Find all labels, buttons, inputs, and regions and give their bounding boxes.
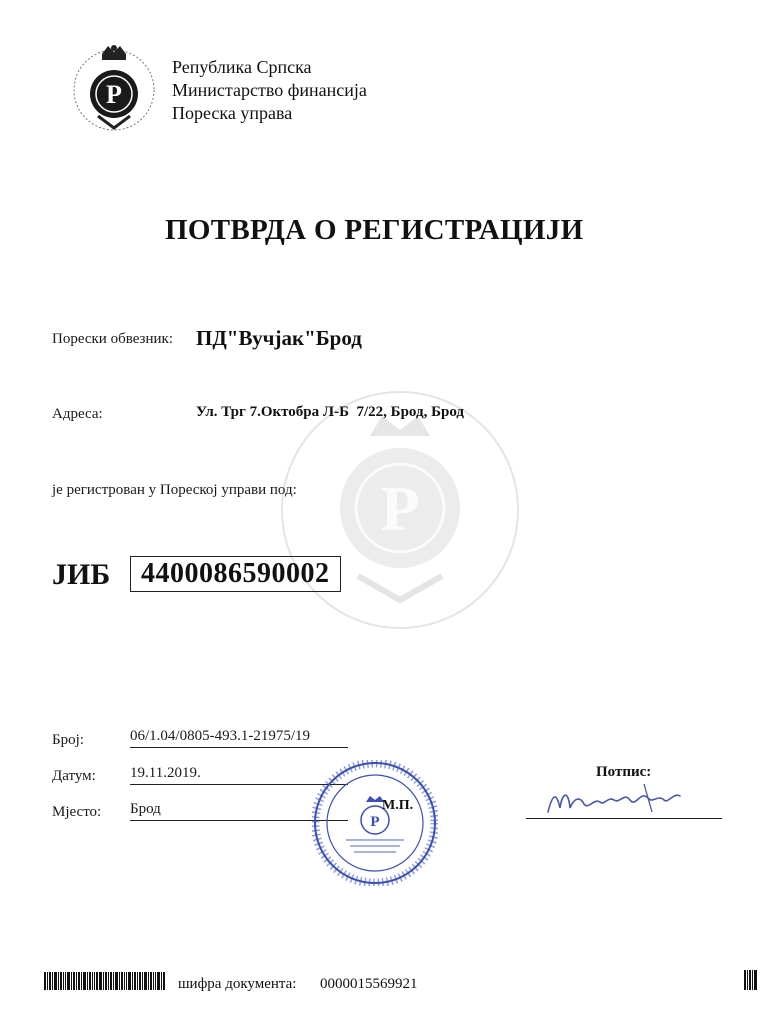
place-value: Брод (130, 801, 348, 821)
footer-barcode-right (744, 970, 758, 990)
date-label: Датум: (52, 768, 96, 784)
header-tax-administration: Пореска управа (172, 103, 293, 123)
signature-label: Потпис: (596, 764, 652, 780)
document-title: ПОТВРДА О РЕГИСТРАЦИЈИ (165, 214, 584, 246)
jib-value: 4400086590002 (130, 556, 341, 592)
coat-of-arms-emblem (68, 42, 160, 134)
place-label: Мјесто: (52, 804, 102, 820)
address-label: Адреса: (52, 406, 103, 422)
svg-text:P: P (106, 80, 122, 109)
document-barcode (44, 972, 166, 990)
date-value: 19.11.2019. (130, 765, 348, 785)
document-code-value: 0000015569921 (320, 976, 418, 992)
jib-label: ЈИБ (52, 558, 111, 591)
header-ministry: Министарство финансија (172, 80, 367, 100)
number-label: Број: (52, 732, 84, 748)
official-stamp (312, 760, 438, 886)
number-value: 06/1.04/0805-493.1-21975/19 (130, 728, 348, 748)
document-code-label: шифра документа: (178, 976, 297, 992)
svg-text:P: P (380, 473, 420, 544)
taxpayer-value: ПД"Вучјак"Брод (196, 326, 362, 350)
header-republic: Република Српска (172, 57, 312, 77)
handwritten-signature (540, 778, 690, 822)
taxpayer-label: Порески обвезник: (52, 331, 173, 347)
stamp-mark-label: М.П. (382, 798, 414, 813)
svg-text:P: P (370, 814, 380, 830)
address-value: Ул. Трг 7.Октобра Л-Б 7/22, Брод, Брод (196, 404, 464, 420)
signature-line (526, 818, 722, 819)
registered-text: је регистрован у Пореској управи под: (52, 482, 297, 498)
